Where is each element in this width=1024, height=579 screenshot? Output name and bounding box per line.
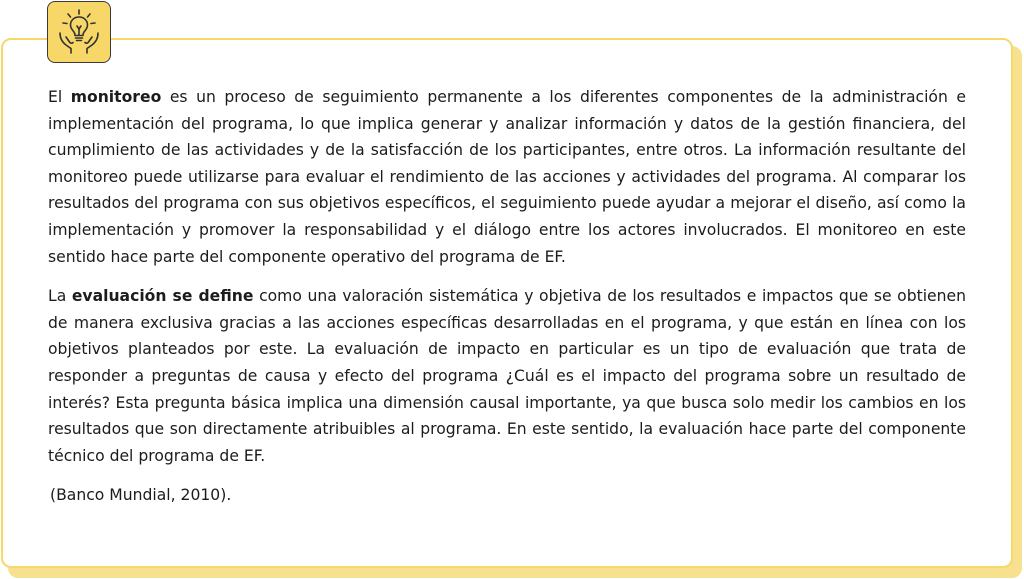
callout-content (48, 84, 966, 522)
paragraph-text: es un proceso de seguimiento permanente a los diferentes componentes de la administración e implementación del programa, lo que implica generar y analizar información y datos de la gestión financiera, del cumplimiento de las actividades y de la satisfacción de los participantes, entre otros. La información resultante del monitoreo puede utilizarse para evaluar el rendimiento de las acciones y actividades del programa. Al comparar los resultados del programa con sus objetivos específicos, el seguimiento puede ayudar a mejorar el diseño, así como la implementación y promover la responsabilidad y el diálogo entre los actores involucrados. El monitoreo en este sentido hace parte del componente operativo del programa de EF. (48, 88, 966, 266)
evaluation-paragraph (48, 283, 966, 469)
lightbulb-in-hands-icon (54, 7, 104, 57)
citation: (Banco Mundial, 2010). (50, 486, 232, 505)
monitoring-paragraph (48, 84, 966, 270)
lightbulb-badge (47, 1, 111, 63)
term-monitoreo: monitoreo (70, 88, 162, 106)
paragraph-text: El (48, 88, 71, 106)
term-evaluacion: evaluación se define (71, 287, 254, 306)
paragraph-text: La (48, 287, 72, 306)
paragraph-text: como una valoración sistemática y objetiva de los resultados e impactos que se obtienen de manera exclusiva gracias a las acciones específicas desarrolladas en el programa, y que están en línea con los objetivos planteados por este. La evaluación de impacto en particular es un tipo de evaluación que trata de responder a preguntas de causa y efecto del programa ¿Cuál es el impacto del programa sobre un resultado de interés? Esta pregunta básica implica una dimensión causal importante, ya que busca solo medir los cambios en los resultados que son directamente atribuibles al programa. En este sentido, la evaluación hace parte del componente técnico del programa de EF. (48, 287, 967, 465)
